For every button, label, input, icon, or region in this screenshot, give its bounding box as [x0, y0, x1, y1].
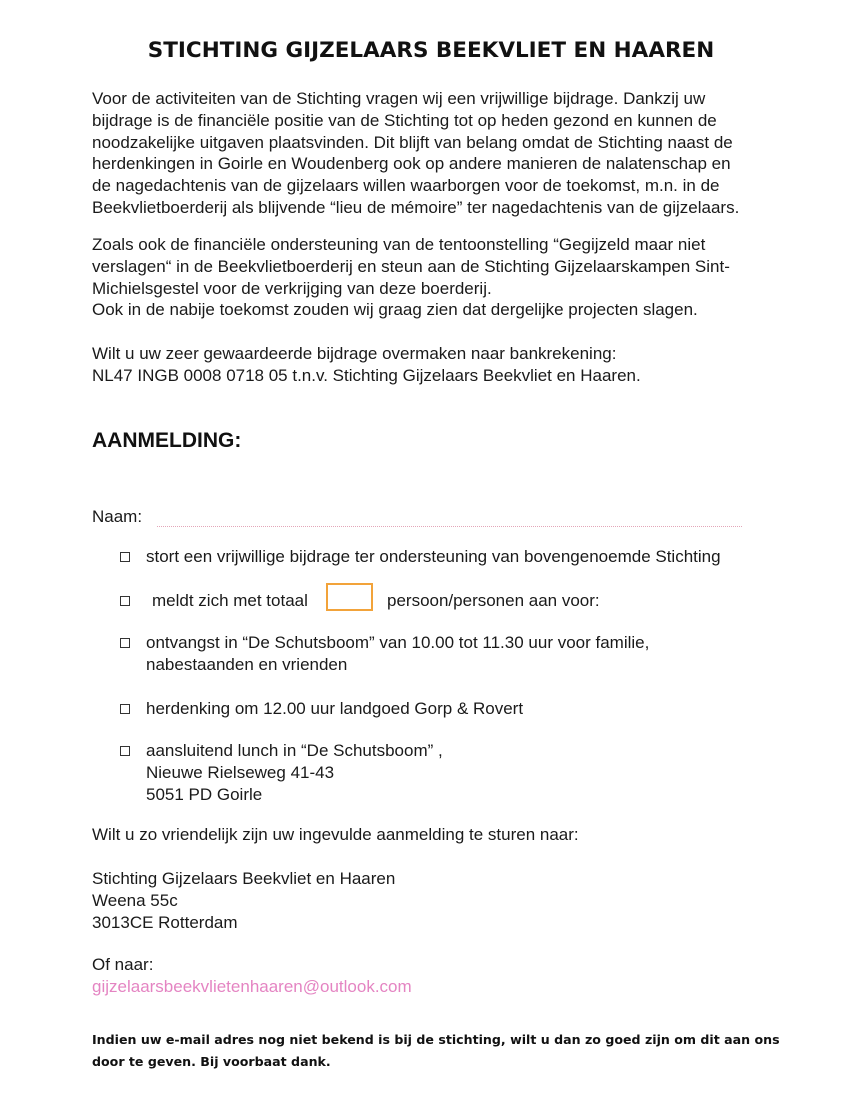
option-label-line: aansluitend lunch in “De Schutsboom” ,	[146, 741, 443, 760]
alternative-label: Of naar:	[92, 955, 154, 974]
option-label: meldt zich met totaal	[152, 591, 308, 610]
intro-line: herdenkingen in Goirle en Woudenberg ook op andere manieren de nalatenschap en	[92, 154, 731, 174]
support-line: Zoals ook de financiële ondersteuning van de tentoonstelling “Gegijzeld maar niet	[92, 235, 706, 254]
commemoration-checkbox[interactable]	[120, 704, 130, 714]
intro-line: Beekvlietboerderij als blijvende “lieu de mémoire” ter nagedachtenis van de gijzelaars.	[92, 197, 740, 217]
intro-line: de nagedachtenis van de gijzelaars willen waarborgen voor de toekomst, m.n. in de	[92, 176, 720, 196]
support-line: Ook in de nabije toekomst zouden wij graag zien dat dergelijke projecten slagen.	[92, 300, 698, 320]
option-label: stort een vrijwillige bijdrage ter ondersteuning van bovengenoemde Stichting	[146, 547, 721, 566]
footer-line: door te geven. Bij voorbaat dank.	[92, 1054, 331, 1069]
bank-line: Wilt u uw zeer gewaardeerde bijdrage overmaken naar bankrekening:	[92, 344, 617, 363]
bank-account-line: NL47 INGB 0008 0718 05 t.n.v. Stichting Gijzelaars Beekvliet en Haaren.	[92, 365, 641, 385]
bank-paragraph	[92, 343, 812, 387]
option-label-line: 5051 PD Goirle	[146, 784, 263, 804]
postal-address	[92, 868, 812, 933]
support-line: verslagen“ in de Beekvlietboerderij en steun aan de Stichting Gijzelaarskampen Sint-	[92, 256, 730, 276]
option-label	[146, 632, 649, 676]
registration-heading: AANMELDING:	[92, 429, 242, 452]
send-instruction: Wilt u zo vriendelijk zijn uw ingevulde aanmelding te sturen naar:	[92, 825, 579, 844]
option-label	[146, 740, 443, 805]
address-line: Stichting Gijzelaars Beekvliet en Haaren	[92, 869, 396, 888]
name-label: Naam:	[92, 507, 143, 526]
intro-line: bijdrage is de financiële positie van de Stichting tot op heden gezond en kunnen de	[92, 110, 717, 130]
option-label-line: Nieuwe Rielseweg 41-43	[146, 762, 335, 782]
intro-line: noodzakelijke uitgaven plaatsvinden. Dit blijft van belang omdat de Stichting naast de	[92, 132, 733, 152]
reception-checkbox[interactable]	[120, 638, 130, 648]
option-label-line: ontvangst in “De Schutsboom” van 10.00 tot 11.30 uur voor familie,	[146, 633, 650, 652]
contribution-checkbox[interactable]	[120, 552, 130, 562]
intro-paragraph	[92, 88, 812, 219]
person-count-field[interactable]	[326, 583, 373, 611]
footer-line: Indien uw e-mail adres nog niet bekend is bij de stichting, wilt u dan zo goed zijn om dit aan ons	[92, 1032, 780, 1047]
name-field[interactable]	[157, 526, 742, 527]
address-line: Weena 55c	[92, 890, 178, 910]
option-label-line: nabestaanden en vrienden	[146, 654, 348, 674]
intro-line: Voor de activiteiten van de Stichting vragen wij een vrijwillige bijdrage. Dankzij uw	[92, 89, 706, 108]
document-title: STICHTING GIJZELAARS BEEKVLIET EN HAAREN	[147, 38, 715, 63]
option-label: herdenking om 12.00 uur landgoed Gorp & Rovert	[146, 699, 524, 718]
email-link[interactable]: gijzelaarsbeekvlietenhaaren@outlook.com	[92, 976, 412, 996]
support-line: Michielsgestel voor de verkrijging van deze boerderij.	[92, 278, 492, 298]
alternative-contact	[92, 954, 812, 998]
option-label-suffix: persoon/personen aan voor:	[387, 591, 600, 610]
address-line: 3013CE Rotterdam	[92, 912, 238, 932]
register-checkbox[interactable]	[120, 596, 130, 606]
footer-note	[92, 1029, 792, 1073]
lunch-checkbox[interactable]	[120, 746, 130, 756]
support-paragraph	[92, 234, 812, 321]
